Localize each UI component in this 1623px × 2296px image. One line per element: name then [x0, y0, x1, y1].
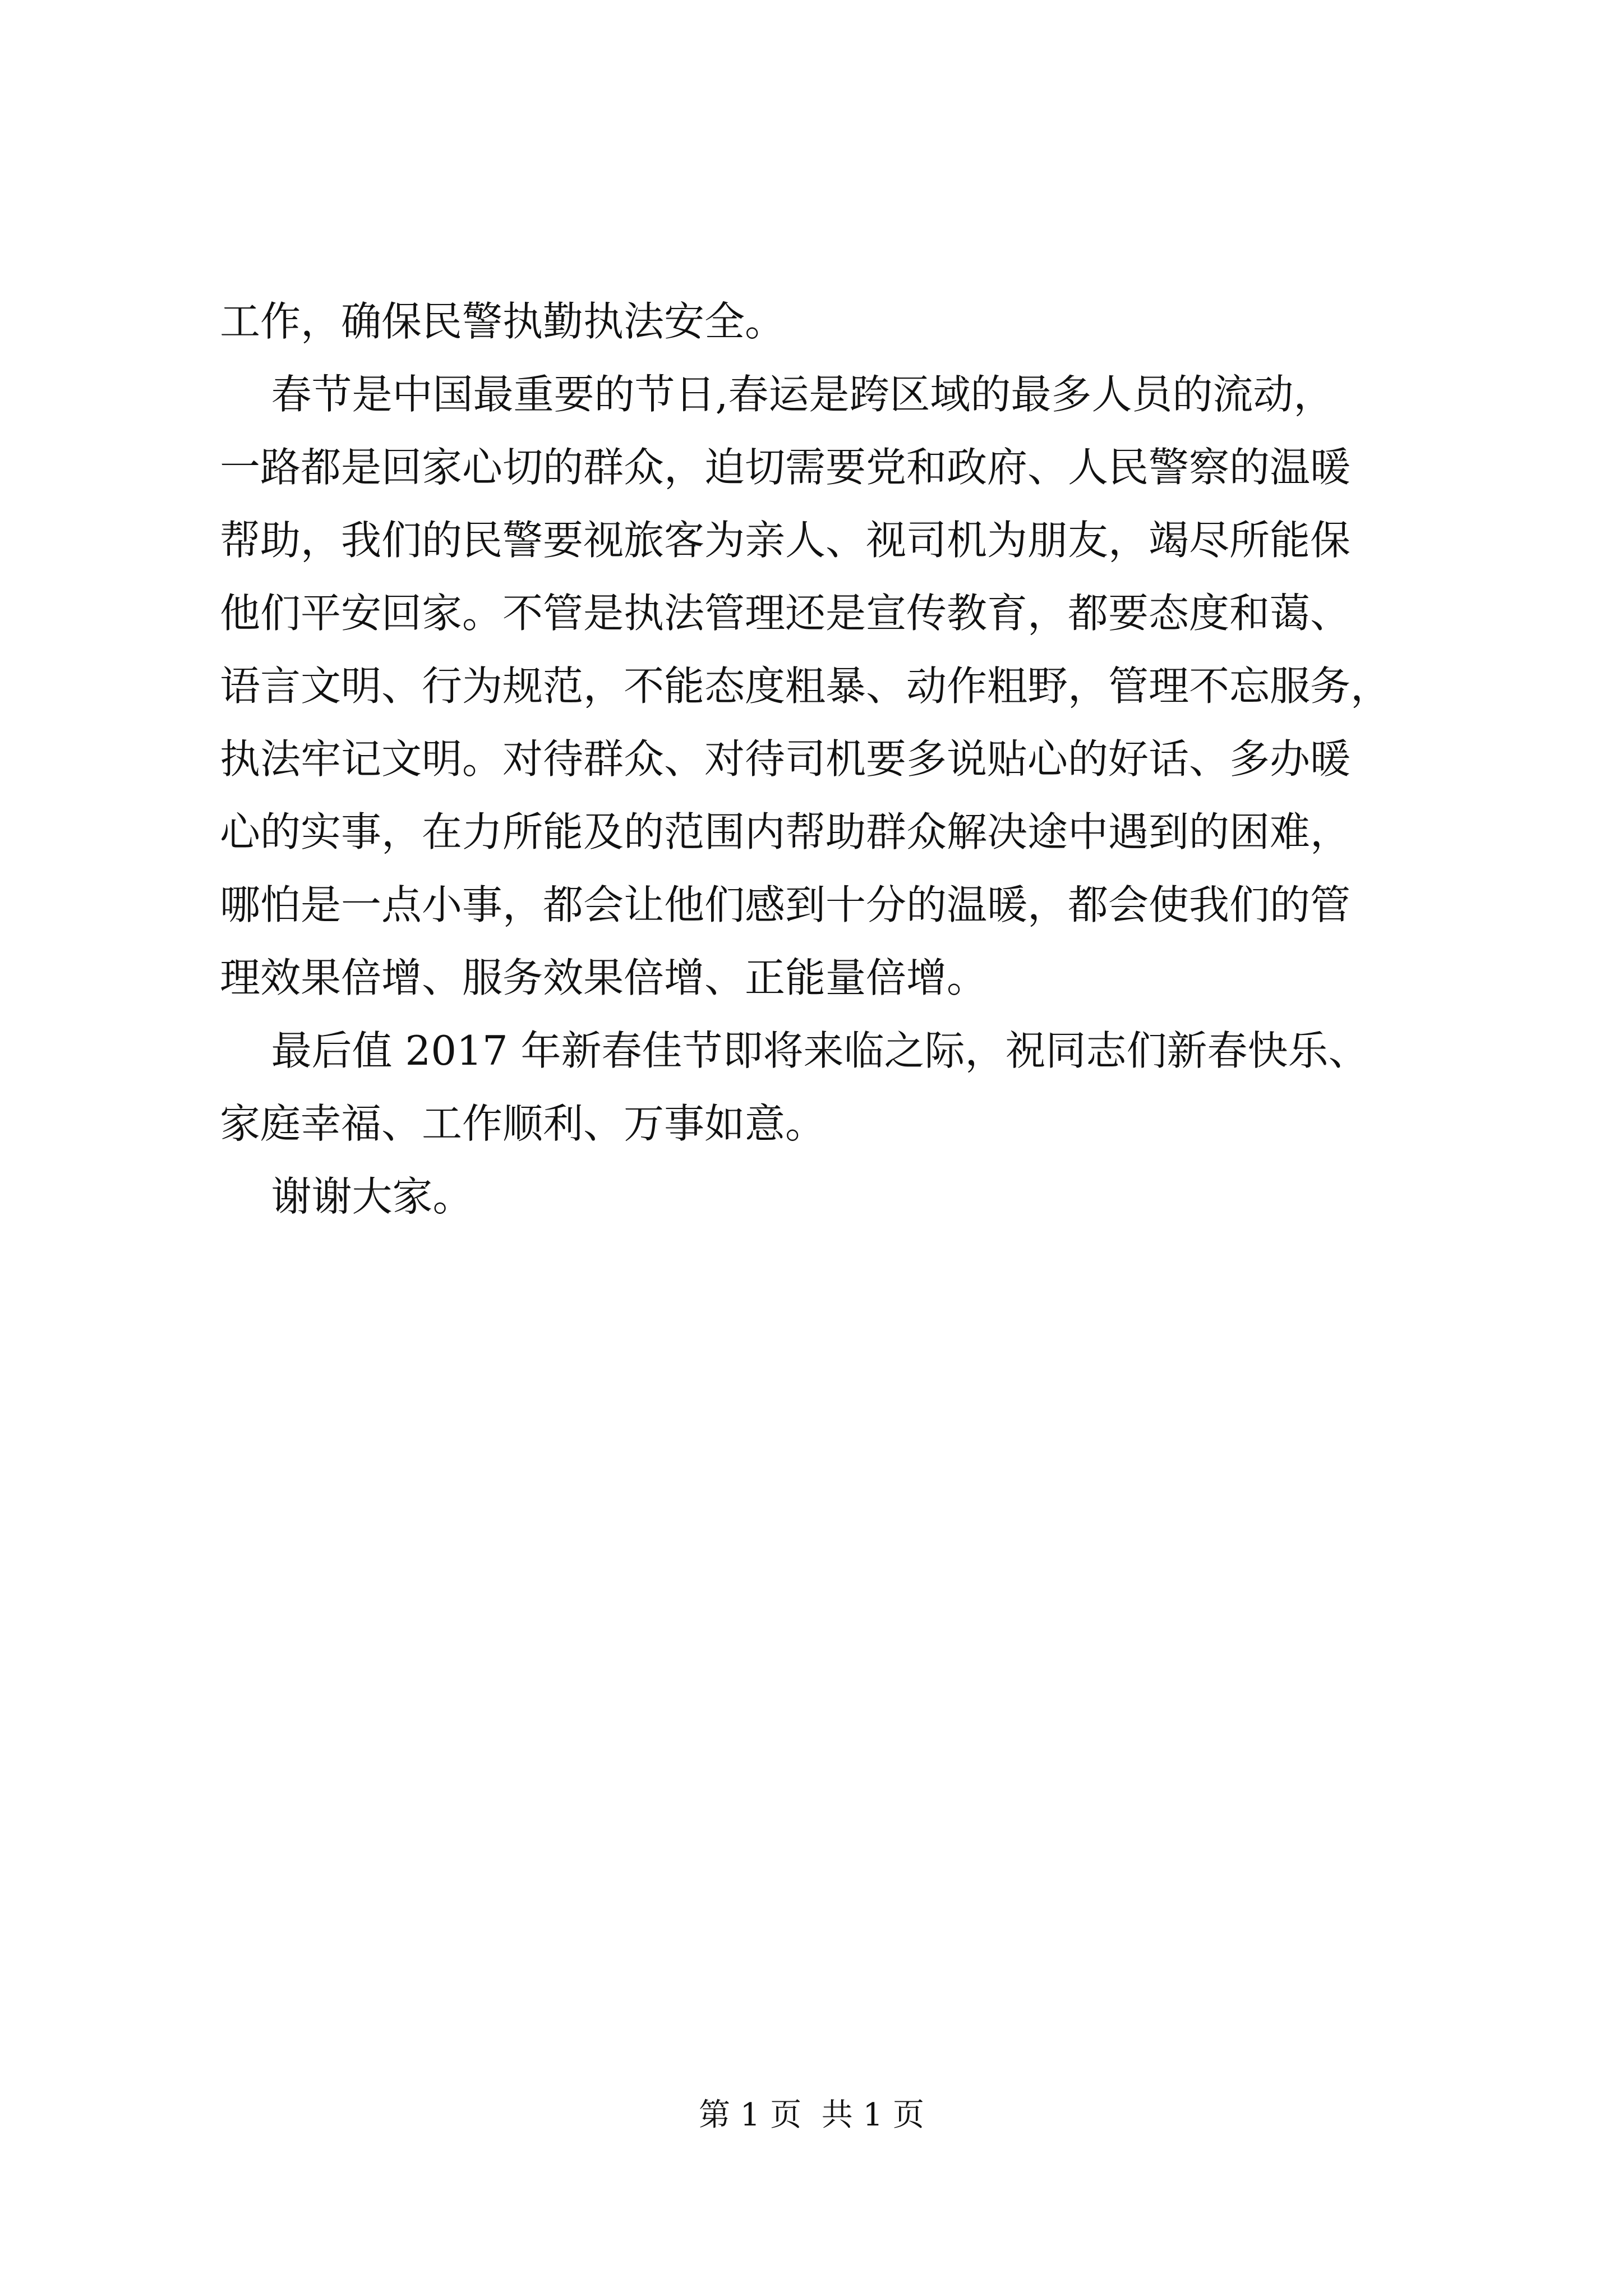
body-line-2: 春节是中国最重要的节日,春运是跨区域的最多人员的流动，: [220, 371, 1334, 418]
body-line-10: 理效果倍增、服务效果倍增、正能量倍增。: [220, 954, 988, 1001]
document-body: [220, 295, 1465, 1243]
body-line-11: 最后值 2017 年新春佳节即将来临之际，祝同志们新春快乐、: [220, 1027, 1369, 1074]
body-line-13: 谢谢大家。: [220, 1173, 473, 1220]
body-line-4: 帮助，我们的民警要视旅客为亲人、视司机为朋友，竭尽所能保: [220, 517, 1351, 564]
body-line-6: 语言文明、行为规范，不能态度粗暴、动作粗野，管理不忘服务，: [220, 662, 1391, 710]
body-line-1: 工作，确保民警执勤执法安全。: [220, 298, 786, 345]
page-footer: 第 1 页 共 1 页: [698, 2097, 925, 2133]
body-line-7: 执法牢记文明。对待群众、对待司机要多说贴心的好话、多办暖: [220, 735, 1351, 783]
body-line-9: 哪怕是一点小事，都会让他们感到十分的温暖，都会使我们的管: [220, 881, 1351, 928]
body-line-12: 家庭幸福、工作顺利、万事如意。: [220, 1100, 826, 1147]
body-line-5: 他们平安回家。不管是执法管理还是宣传教育，都要态度和蔼、: [220, 590, 1351, 637]
body-line-3: 一路都是回家心切的群众，迫切需要党和政府、人民警察的温暖: [220, 444, 1351, 491]
body-line-8: 心的实事，在力所能及的范围内帮助群众解决途中遇到的困难，: [220, 808, 1351, 855]
